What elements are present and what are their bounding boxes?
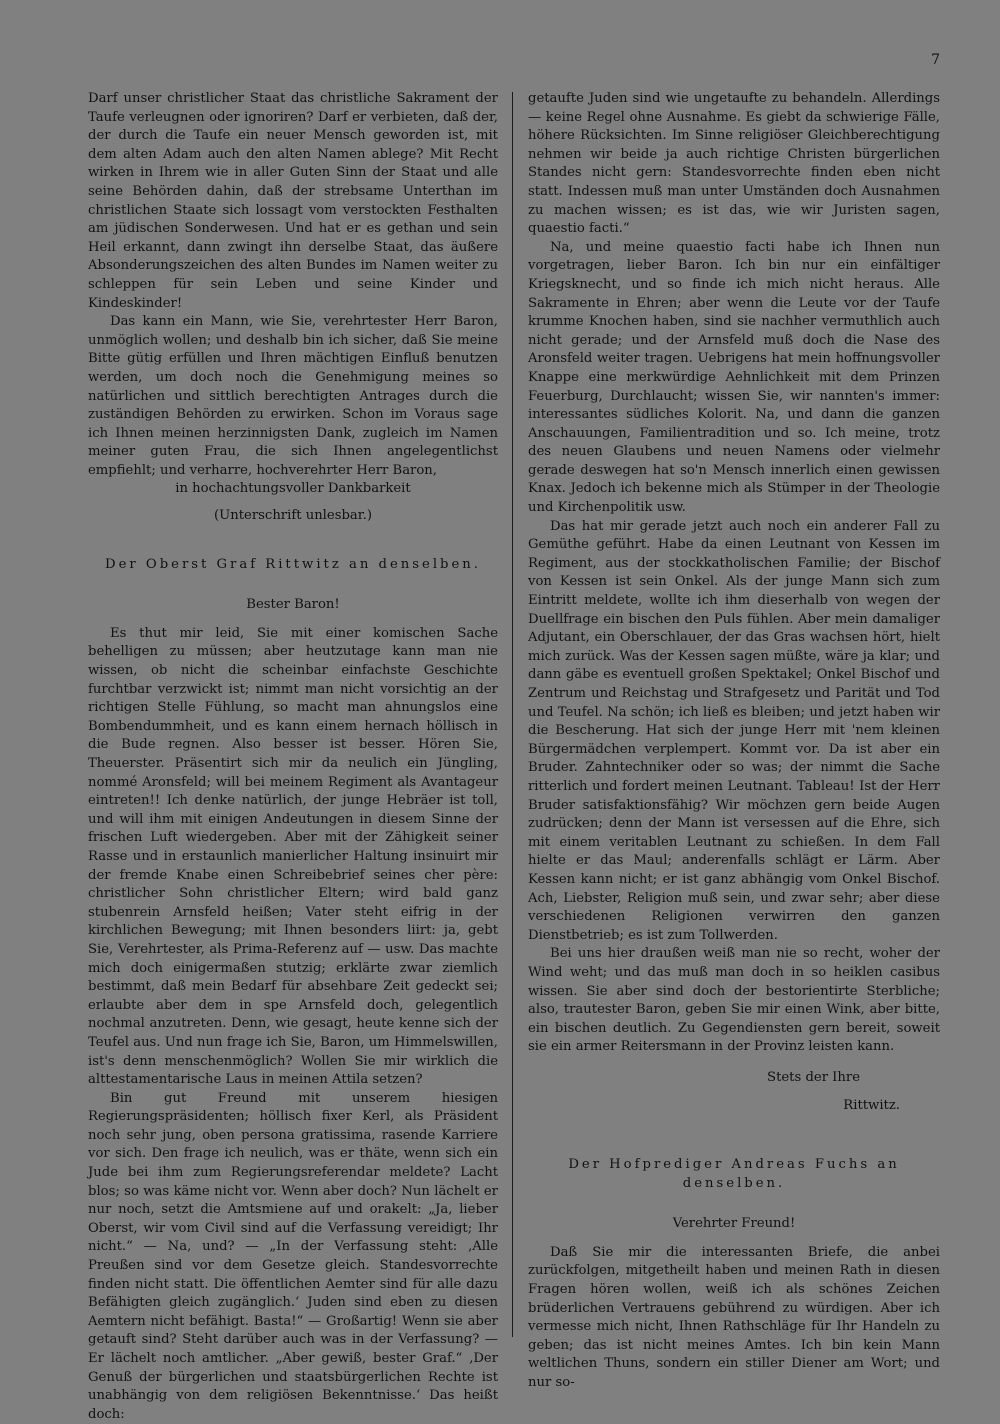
letter-closing: in hochachtungsvoller Dankbarkeit [175, 481, 411, 497]
paragraph: Bei uns hier draußen weiß man nie so recht, woher der Wind weht; und das muß man doch in so heiklen casibus wissen. Sie aber sind doch der bestorientirte Sterbliche; also, trautester Baron, geben Sie mir einen Wink, aber bitte, ein bischen deutlich. Zu Gegendiensten gern bereit, soweit sie ein armer Reitersmann in der Provinz leisten kann. [528, 946, 940, 1055]
page-number: 7 [931, 52, 940, 68]
letter-heading: Der Hofprediger Andreas Fuchs an denselben. [568, 1157, 900, 1191]
letter-signature: (Unterschrift unlesbar.) [214, 508, 372, 524]
paragraph: Es thut mir leid, Sie mit einer komischen Sache behelligen zu müssen; aber heutzutage kann man nie wissen, ob nicht die scheinbar einfachste Geschichte furchtbar verzwickt ist; nimmt man nicht vorsichtig an der richtigen Stelle Fühlung, so macht man ahnungslos eine Bombendummheit, und es kann einem hernach höllisch in die Bude regnen. Also besser ist besser. Hören Sie, Theuerster. Präsentirt sich mir da neulich ein Jüngling, nommé Aronsfeld; will bei meinem Regiment als Avantageur eintreten!! Ich denke natürlich, der junge Hebräer ist toll, und will ihm mit einigen Andeutungen in diesem Sinne der frischen Luft wiedergeben. Aber mit der Zähigkeit seiner Rasse und in erstaunlich manierlicher Haltung insinuirt mir der fremde Knabe einen Schreibebrief seines cher père: christlicher Sohn christlicher Eltern; wird bald ganz stubenrein Arnsfeld heißen; Vater steht eifrig in der kirchlichen Bewegung; mit Ihnen besonders liirt: ja, gebt Sie, Verehrtester, als Prima-Referenz auf — usw. Das machte mich doch einigermaßen stutzig; erklärte zwar ziemlich bestimmt, daß mein Bedarf für absehbare Zeit gedeckt sei; erlaubte aber dem in spe Arnsfeld doch, gelegentlich nochmal anzutreten. Denn, wie gesagt, heute kenne sich der Teufel aus. Und nun frage ich Sie, Baron, um Himmelswillen, ist's denn menschenmöglich? Wollen Sie mir wirklich die alttestamentarische Laus in meinen Attila setzen? [88, 625, 498, 1088]
letter-signature: Rittwitz. [843, 1098, 900, 1114]
paragraph: Bin gut Freund mit unserem hiesigen Regierungspräsidenten; höllisch fixer Kerl, als Präsident noch sehr jung, oben persona gratissima, rasende Karriere vor sich. Den frage ich neulich, was er thäte, wenn sich ein Jude bei ihm zum Regierungsreferendar meldete? Lacht blos; so was käme nicht vor. Wenn aber doch? Nun lächelt er nur noch, setzt die Amtsmiene auf und orakelt: „Ja, lieber Oberst, wir vom Civil sind auf die Verfassung vereidigt; Ihr nicht.“ — Na, und? — „In der Verfassung steht: ‚Alle Preußen sind vor dem Gesetze gleich. Standesvorrechte finden nicht statt. Die öffentlichen Aemter sind für alle dazu Befähigten gleich zugänglich.‘ Juden sind eben zu diesen Aemtern nicht befähigt. Basta!“ — Großartig! Wenn sie aber getauft sind? Steht darüber auch was in der Verfassung? — Er lächelt noch amtlicher. „Aber gewiß, bester Graf.“ ‚Der Genuß der bürgerlichen und staatsbürgerlichen Rechte ist unabhängig von dem religiösen Bekenntnisse.‘ Das heißt doch: [88, 1090, 498, 1422]
paragraph: Na, und meine quaestio facti habe ich Ihnen nun vorgetragen, lieber Baron. Ich bin nur ein einfältiger Kriegsknecht, und so finde ich mich nicht heraus. Alle Sakramente in Ehren; aber wenn die Leute vor der Taufe krumme Knochen haben, sind sie nachher vermuthlich auch nicht gerade; und der Arnsfeld muß doch die Nase des Aronsfeld weiter tragen. Uebrigens hat mein hoffnungsvoller Knappe eine merkwürdige Aehnlichkeit mit dem Prinzen Feuerburg, Durchlaucht; wissen Sie, wir nannten's immer: interessantes südliches Kolorit. Na, und dann die ganzen Anschauungen, Familientradition und so. Ich meine, trotz des neuen Glaubens und neuen Namens oder vielmehr gerade deswegen hat so'n Mensch innerlich einen gewissen Knax. Jedoch ich bekenne mich als Stümper in der Theologie und Kirchenpolitik usw. [528, 239, 940, 516]
paragraph: Darf unser christlicher Staat das christliche Sakrament der Taufe verleugnen oder ignoriren? Darf er verbieten, daß der, der durch die Taufe ein neuer Mensch geworden ist, mit dem alten Adam auch den alten Namen ablege? Mit Recht wirken in Ihrem wie in aller Guten Sinn der Staat und alle seine Behörden dahin, daß der strebsame Unterthan im christlichen Staate sich lossagt vom verstockten Festhalten am jüdischen Sonderwesen. Und hat er es gethan und sein Heil erkannt, dann zwingt ihn derselbe Staat, das äußere Absonderungszeichen des alten Bundes im Namen weiter zu schleppen für sein Leben und seine Kinder und Kindeskinder! [88, 91, 498, 311]
letter-salutation: Bester Baron! [246, 597, 340, 613]
paragraph: Das kann ein Mann, wie Sie, verehrtester Herr Baron, unmöglich wollen; und deshalb bin ich sicher, daß Sie meine Bitte gütig erfüllen und Ihren mächtigen Einfluß benutzen werden, um doch noch die Genehmigung meines so natürlichen und sittlich berechtigten Antrages durch die zuständigen Behörden zu erwirken. Schon im Voraus sage ich Ihnen meinen herzinnigsten Dank, zugleich im Namen meiner guten Frau, die sich Ihnen angelegentlichst empfiehlt; und verharre, hochverehrter Herr Baron, [88, 314, 498, 478]
letter-salutation: Verehrter Freund! [672, 1216, 796, 1232]
letter-closing: Stets der Ihre [767, 1069, 860, 1085]
column-divider [512, 92, 513, 1337]
letter-heading: Der Oberst Graf Rittwitz an denselben. [105, 556, 481, 572]
right-column [528, 90, 940, 1393]
left-column [88, 90, 498, 1424]
paragraph: Das hat mir gerade jetzt auch noch ein anderer Fall zu Gemüthe geführt. Habe da einen Leutnant von Kessen im Regiment, aus der stockkatholischen Familie; der Bischof von Kessen ist sein Onkel. Als der junge Mann sich zum Eintritt meldete, wollte ich ihm dieserhalb von wegen der Duellfrage ein bischen den Puls fühlen. Aber mein damaliger Adjutant, ein Oberschlauer, der das Gras wachsen hört, hielt mich zurück. Was der Kessen sagen müßte, wäre ja klar; und dann gäbe es eventuell großen Spektakel; Onkel Bischof und Zentrum und Reichstag und Strafgesetz und Parität und Tod und Teufel. Na schön; ich ließ es bleiben; und jetzt haben wir die Bescherung. Hat sich der junge Herr mit 'nem kleinen Bürgermädchen verplempert. Kommt vor. Da ist aber ein Bruder. Zahntechniker oder so was; der nimmt die Sache ritterlich und fordert meinen Leutnant. Tableau! Ist der Herr Bruder satisfaktionsfähig? Wir möchzen gern beide Augen zudrücken; denn der Mann ist versessen auf die Ehre, sich mit einem veritablen Leutnant zu schießen. In dem Fall hielte er das Maul; anderenfalls schlägt er Lärm. Aber Kessen kann nicht; er ist ganz abhängig vom Onkel Bischof. Ach, Liebster, Religion muß sein, und zwar sehr; aber diese verschiedenen Religionen verwirren den ganzen Dienstbetrieb; es ist zum Tollwerden. [528, 518, 940, 943]
paragraph: Daß Sie mir die interessanten Briefe, die anbei zurückfolgen, mitgetheilt haben und meinen Rath in diesen Fragen hören wollen, weiß ich als schönes Zeichen brüderlichen Vertrauens gebührend zu würdigen. Aber ich vermesse mich nicht, Ihnen Rathschläge für Ihr Handeln zu geben; das ist nicht meines Amtes. Ich bin kein Mann weltlichen Thuns, sondern ein stiller Diener am Wort; und nur so- [528, 1244, 940, 1390]
paragraph: getaufte Juden sind wie ungetaufte zu behandeln. Allerdings — keine Regel ohne Ausnahme. Es giebt da schwierige Fälle, höhere Rücksichten. Im Sinne religiöser Gleichberechtigung nehmen wir beide ja auch richtige Christen bürgerlichen Standes nicht gern: Standesvorrechte finden eben nicht statt. Indessen muß man unter Umständen doch Ausnahmen zu machen wissen; es ist das, wie wir Juristen sagen, quaestio facti.“ [528, 91, 940, 237]
